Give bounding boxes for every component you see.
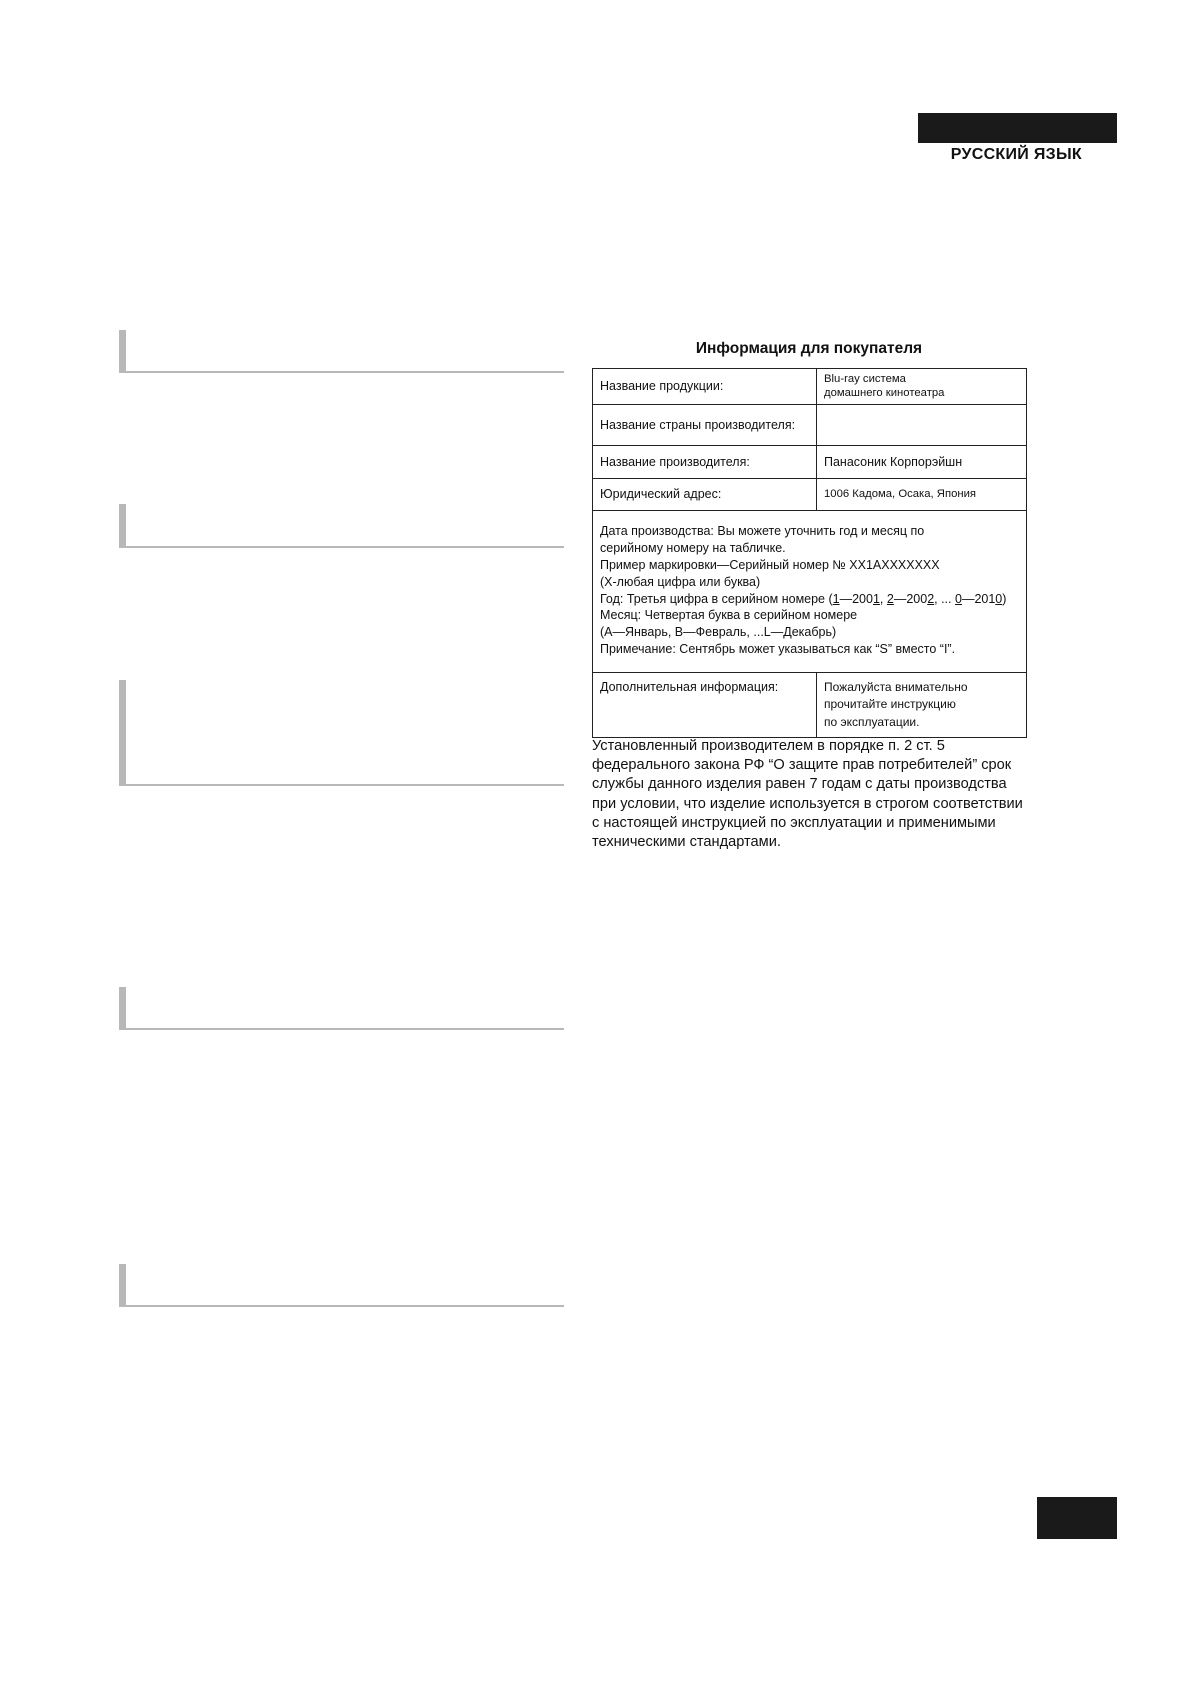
table-row bbox=[593, 673, 1027, 738]
country-value bbox=[817, 405, 1027, 446]
country-label: Название страны производителя: bbox=[593, 405, 817, 446]
year-text: —200 bbox=[839, 591, 873, 606]
service-life-line: федерального закона РФ “О защите прав потребителей” срок bbox=[592, 757, 1012, 774]
manufacturer-label: Название производителя: bbox=[593, 446, 817, 479]
table-row bbox=[593, 479, 1027, 511]
production-date-info bbox=[593, 511, 1027, 673]
additional-info-label: Дополнительная информация: bbox=[593, 673, 817, 738]
section-marker-1 bbox=[119, 330, 564, 373]
product-name-label: Название продукции: bbox=[593, 369, 817, 405]
year-digit: 2 bbox=[886, 591, 894, 606]
table-row bbox=[593, 405, 1027, 446]
legal-address-label: Юридический адрес: bbox=[593, 479, 817, 511]
year-digit: 1 bbox=[832, 591, 840, 606]
year-text: , ... bbox=[934, 591, 955, 606]
language-tab-bar bbox=[918, 113, 1117, 143]
page-number-tab bbox=[1037, 1497, 1117, 1539]
table-row bbox=[593, 369, 1027, 405]
production-date-line: серийному номеру на табличке. bbox=[600, 540, 786, 555]
product-name-line: Blu-ray система bbox=[824, 373, 906, 385]
section-marker-3 bbox=[119, 680, 564, 786]
production-year-line bbox=[600, 591, 1019, 608]
service-life-line: при условии, что изделие используется в строгом соответствии bbox=[592, 795, 1023, 812]
additional-info-line: Пожалуйста внимательно bbox=[824, 680, 968, 695]
service-life-line: с настоящей инструкцией по эксплуатации и применимыми bbox=[592, 814, 996, 831]
production-date-line: Дата производства: Вы можете уточнить год и месяц по bbox=[600, 524, 925, 539]
year-digit: 0 bbox=[995, 591, 1003, 606]
year-text: —200 bbox=[893, 591, 928, 606]
service-life-line: техническими стандартами. bbox=[592, 834, 781, 851]
year-digit: 0 bbox=[954, 591, 962, 606]
service-life-line: службы данного изделия равен 7 годам с даты производства bbox=[592, 776, 1007, 793]
product-name-line: домашнего кинотеатра bbox=[824, 386, 945, 399]
section-marker-4 bbox=[119, 987, 564, 1030]
table-row bbox=[593, 511, 1027, 673]
year-text: Год: Третья цифра в серийном номере ( bbox=[600, 591, 833, 606]
section-marker-5 bbox=[119, 1264, 564, 1307]
year-text: , bbox=[879, 591, 887, 606]
additional-info-line: прочитайте инструкцию bbox=[824, 697, 956, 712]
year-text: ) bbox=[1002, 591, 1007, 606]
year-digit: 1 bbox=[872, 591, 880, 606]
product-name-value bbox=[817, 369, 1027, 405]
year-digit: 2 bbox=[927, 591, 935, 606]
production-date-line: (X-любая цифра или буква) bbox=[600, 574, 761, 589]
service-life-paragraph bbox=[592, 737, 1037, 852]
service-life-line: Установленный производителем в порядке п. 2 ст. 5 bbox=[592, 738, 945, 754]
legal-address-value: 1006 Кадома, Осака, Япония bbox=[817, 479, 1027, 511]
language-label: РУССКИЙ ЯЗЫК bbox=[950, 146, 1082, 163]
customer-info-table bbox=[592, 368, 1027, 738]
manufacturer-value: Панасоник Корпорэйшн bbox=[817, 446, 1027, 479]
table-row bbox=[593, 446, 1027, 479]
additional-info-line: по эксплуатации. bbox=[824, 714, 920, 729]
additional-info-value bbox=[817, 673, 1027, 738]
production-date-line: Примечание: Сентябрь может указываться как “S” вместо “I”. bbox=[600, 642, 956, 657]
section-marker-2 bbox=[119, 504, 564, 548]
production-date-line: Пример маркировки—Серийный номер № XX1AXXXXXXX bbox=[600, 557, 940, 572]
year-text: —201 bbox=[961, 591, 996, 606]
production-date-line: Месяц: Четвертая буква в серийном номере bbox=[600, 608, 858, 623]
customer-info-title: Информация для покупателя bbox=[695, 340, 923, 357]
production-date-line: (A—Январь, B—Февраль, ...L—Декабрь) bbox=[600, 625, 837, 640]
